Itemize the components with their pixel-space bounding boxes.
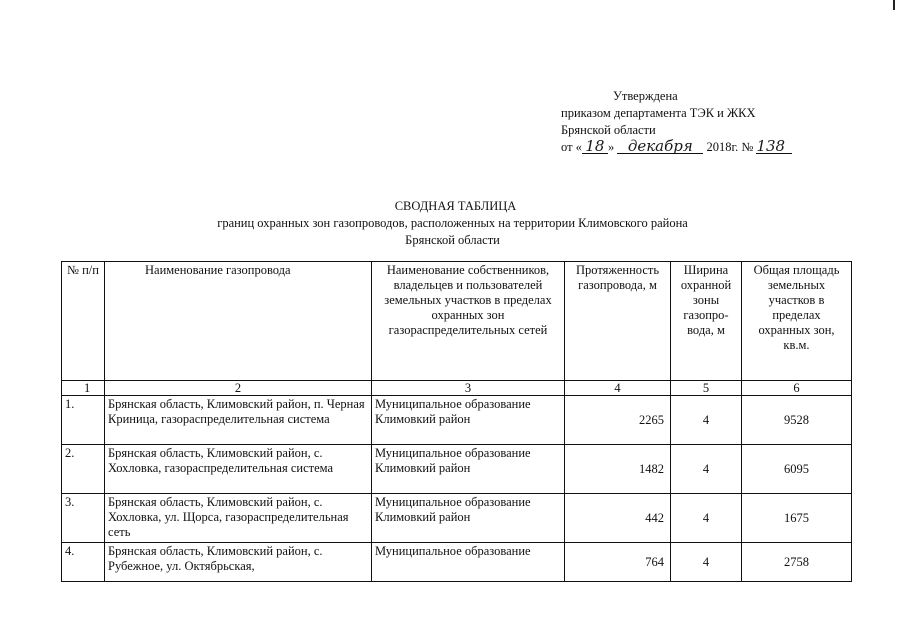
- row-index: 4.: [62, 543, 105, 582]
- row-pipeline-name: Брянская область, Климовский район, с. Хохловка, ул. Щорса, газораспределительная сеть: [105, 494, 372, 543]
- row-length: 2265: [565, 396, 671, 445]
- row-zone-width: 4: [671, 445, 742, 494]
- title-region: Брянской области: [405, 233, 500, 247]
- table-row: [62, 396, 852, 445]
- header-index: № п/п: [62, 262, 105, 381]
- date-quote-close: »: [607, 140, 615, 154]
- row-length: 442: [565, 494, 671, 543]
- title-subtitle: границ охранных зон газопроводов, расположенных на территории Климовского района: [217, 216, 688, 230]
- table-row: [62, 445, 852, 494]
- column-number: 1: [62, 381, 105, 396]
- row-zone-width: 4: [671, 396, 742, 445]
- row-owner: Муниципальное образование Климовкий район: [372, 494, 565, 543]
- approval-title: Утверждена: [613, 89, 678, 103]
- table-row: [62, 494, 852, 543]
- row-index: 3.: [62, 494, 105, 543]
- row-index: 1.: [62, 396, 105, 445]
- column-number: 5: [671, 381, 742, 396]
- row-owner: Муниципальное образование Климовкий район: [372, 445, 565, 494]
- scan-edge-mark: [893, 0, 895, 10]
- row-pipeline-name: Брянская область, Климовский район, п. Черная Криница, газораспределительная система: [105, 396, 372, 445]
- date-year: 2018г.: [706, 140, 739, 154]
- header-owners: Наименование собственников, владельцев и пользователей земельных участков в пределах охранных зон газораспределительных сетей: [372, 262, 565, 381]
- approval-date-line: [561, 139, 792, 156]
- header-zone-width: Ширина охранной зоны газопро-вода, м: [671, 262, 742, 381]
- row-pipeline-name: Брянская область, Климовский район, с. Рубежное, ул. Октябрьская,: [105, 543, 372, 582]
- number-sign: №: [741, 140, 754, 154]
- row-index: 2.: [62, 445, 105, 494]
- approval-region: Брянской области: [561, 123, 656, 137]
- header-length: Протяженность газопровода, м: [565, 262, 671, 381]
- header-pipeline-name: Наименование газопровода: [105, 262, 372, 381]
- column-number: 3: [372, 381, 565, 396]
- row-pipeline-name: Брянская область, Климовский район, с. Хохловка, газораспределительная система: [105, 445, 372, 494]
- pipeline-table: [61, 261, 852, 582]
- date-day-handwritten: 18: [582, 140, 608, 154]
- row-total-area: 1675: [742, 494, 852, 543]
- table-row: [62, 543, 852, 582]
- date-month-handwritten: декабря: [617, 140, 703, 154]
- order-number-handwritten: 138: [756, 140, 792, 154]
- table-header-row: [62, 262, 852, 381]
- approval-order: приказом департамента ТЭК и ЖКХ: [561, 106, 756, 120]
- header-total-area: Общая площадь земельных участков в пределах охранных зон, кв.м.: [742, 262, 852, 381]
- approval-stamp: [561, 88, 792, 156]
- row-zone-width: 4: [671, 543, 742, 582]
- date-prefix: от «: [561, 140, 582, 154]
- row-owner: Муниципальное образование Климовкий район: [372, 396, 565, 445]
- document-title: [0, 198, 905, 249]
- column-number-row: [62, 381, 852, 396]
- row-owner: Муниципальное образование: [372, 543, 565, 582]
- row-total-area: 6095: [742, 445, 852, 494]
- row-total-area: 2758: [742, 543, 852, 582]
- row-total-area: 9528: [742, 396, 852, 445]
- row-zone-width: 4: [671, 494, 742, 543]
- row-length: 764: [565, 543, 671, 582]
- title-main: СВОДНАЯ ТАБЛИЦА: [394, 199, 517, 213]
- column-number: 2: [105, 381, 372, 396]
- column-number: 6: [742, 381, 852, 396]
- column-number: 4: [565, 381, 671, 396]
- row-length: 1482: [565, 445, 671, 494]
